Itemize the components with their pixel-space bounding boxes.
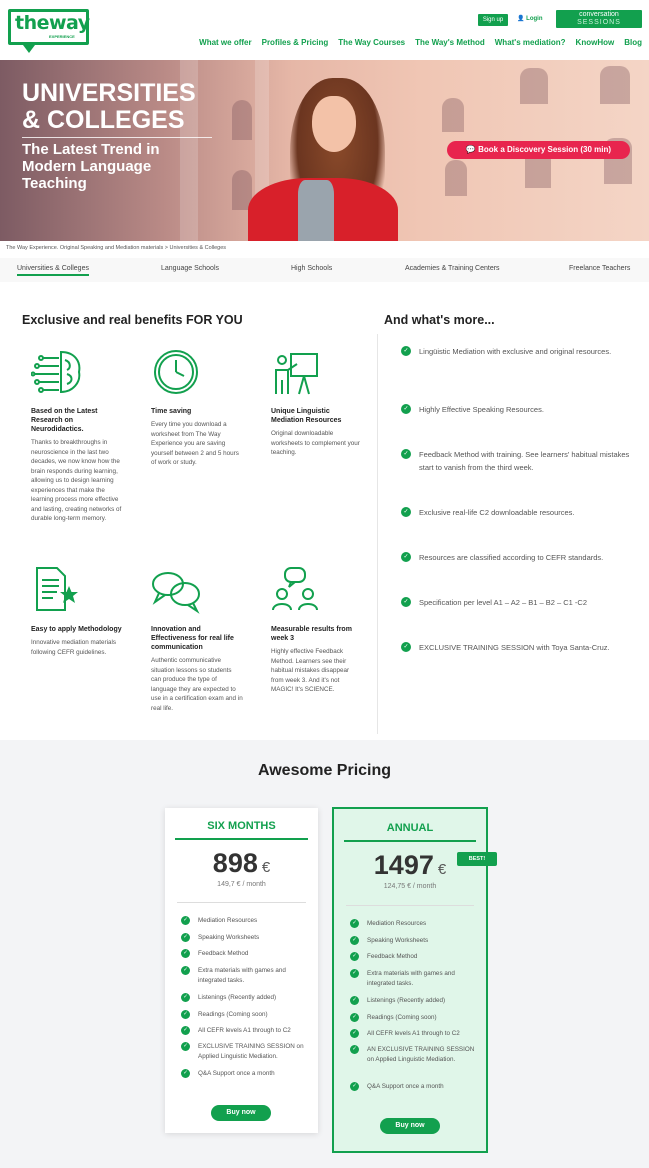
hero-photo-face [312,96,356,152]
more-list-item [401,552,636,565]
feature-text: Mediation Resources [367,920,427,927]
check-icon: ✓ [350,1029,359,1038]
check-icon: ✓ [401,404,411,414]
login-link[interactable] [517,15,542,22]
check-icon: ✓ [401,346,411,356]
feature-item [350,1082,475,1092]
more-item-text: Lingüistic Mediation with exclusive and original resources. [419,347,612,356]
check-icon: ✓ [181,916,190,925]
feature-item [350,1029,475,1039]
feature-item [350,919,475,929]
price-amount: 898 [212,848,258,878]
check-icon: ✓ [181,1069,190,1078]
teacher-board-icon [271,348,327,396]
benefit-title: Unique Linguistic Mediation Resources [271,408,342,424]
check-icon: ✓ [350,952,359,961]
more-item-text: Feedback Method with training. See learners' habitual mistakes start to vanish from the third week. [419,450,630,472]
plan-underline [175,838,308,840]
benefit-card [271,566,363,695]
nav-blog[interactable]: Blog [624,38,642,47]
login-label: Login [526,16,543,22]
feature-item [350,1045,475,1065]
breadcrumb[interactable]: The Way Experience. Original Speaking and Mediation materials > Universities & Colleges [6,245,227,251]
benefit-card [31,348,123,524]
feature-item [350,952,475,962]
plan-underline [344,840,476,842]
check-icon: ✓ [181,1026,190,1035]
check-icon: ✓ [401,507,411,517]
plan-price [165,848,318,879]
check-icon: ✓ [350,996,359,1005]
book-discovery-session-button[interactable] [447,141,630,159]
check-icon: ✓ [401,642,411,652]
more-item-text: Resources are classified according to CEFR standards. [419,553,604,562]
check-icon: ✓ [350,1045,359,1054]
tab-freelance-teachers[interactable]: Freelance Teachers [569,265,631,272]
feature-item [181,1010,306,1020]
benefit-desc: Every time you download a worksheet from The Way Experience you are saving yourself between 2 and 5 hours of work or study. [151,421,239,466]
site-header [0,0,649,60]
check-icon: ✓ [401,449,411,459]
column-divider [377,334,378,734]
feature-text: Extra materials with games and integrated tasks. [367,970,455,987]
check-icon: ✓ [350,1082,359,1091]
conversation-sessions-button[interactable] [556,10,642,28]
benefit-desc: Highly effective Feedback Method. Learners see their habitual mistakes disappear from week 3. And it's not MAGIC! It's SCIENCE. [271,648,350,693]
nav-the-way-courses[interactable]: The Way Courses [338,38,406,47]
more-list-item [401,404,636,417]
feature-item [181,966,306,986]
feature-text: Readings (Coming soon) [198,1011,268,1018]
hero-subtitle: The Latest Trend in Modern Language Teaching [22,141,160,192]
feature-text: Feedback Method [367,953,418,960]
sessions-label: SESSIONS [577,19,621,26]
feature-item [181,1069,306,1079]
benefit-card [151,566,243,713]
feature-text: Mediation Resources [198,917,258,924]
tab-language-schools[interactable]: Language Schools [161,265,219,272]
feature-item [181,1026,306,1036]
feature-text: All CEFR levels A1 through to C2 [367,1030,460,1037]
more-list-item [401,642,636,655]
feature-text: All CEFR levels A1 through to C2 [198,1027,291,1034]
feature-item [181,1042,306,1062]
document-star-icon [31,566,87,614]
hero-bg-window [445,160,467,196]
nav-what-we-offer[interactable]: What we offer [199,38,252,47]
hero-bg-window [442,98,464,132]
more-item-text: EXCLUSIVE TRAINING SESSION with Toya Santa-Cruz. [419,643,610,652]
check-icon: ✓ [181,966,190,975]
benefit-desc: Original downloadable worksheets to complement your teaching. [271,430,360,456]
feature-item [181,916,306,926]
feature-text: Speaking Worksheets [367,937,429,944]
check-icon: ✓ [350,969,359,978]
more-item-text: Highly Effective Speaking Resources. [419,405,544,414]
brain-circuit-icon [31,348,87,396]
feature-item [181,949,306,959]
best-badge: BEST! [457,852,497,866]
benefit-title: Time saving [151,408,192,415]
audience-tabs [0,258,649,282]
hero-title [22,80,196,134]
speech-bubbles-icon [151,566,207,614]
benefit-card [31,566,123,657]
logo-speech-tail [23,45,35,53]
feature-text: Extra materials with games and integrated tasks. [198,967,286,984]
feature-text: Listenings (Recently added) [367,997,446,1004]
hero-title-line1: UNIVERSITIES [22,79,196,107]
clock-icon [151,348,207,396]
feature-text: Q&A Support once a month [367,1083,444,1090]
feature-item [350,936,475,946]
benefit-desc: Thanks to breakthroughs in neuroscience in the last two decades, we now know how the brain responds during learning, allowing us to design learning experiences that make the learning process more effective and lasting, creating networks of durable long-term memory. [31,439,122,522]
more-list-item [401,346,636,359]
feature-item [350,1013,475,1023]
card-separator [177,902,306,903]
book-label: Book a Discovery Session (30 min) [478,145,612,154]
buy-now-button[interactable]: Buy now [380,1118,440,1134]
theway-logo[interactable] [8,9,89,45]
benefit-title: Based on the Latest Research on Neurodidactics. [31,408,98,433]
signup-button[interactable]: Sign up [478,14,508,26]
price-amount: 1497 [373,850,434,880]
benefits-title: Exclusive and real benefits FOR YOU [22,313,243,327]
check-icon: ✓ [181,1010,190,1019]
feature-text: AN EXCLUSIVE TRAINING SESSION on Applied Linguistic Mediation. [367,1046,475,1063]
benefit-title: Easy to apply Methodology [31,626,122,633]
hero-divider [22,137,212,138]
logo-word: theway [15,12,90,34]
benefit-desc: Authentic communicative situation lessons so students can produce the type of language they are expected to use in a certification exam and in real life. [151,657,243,712]
plan-name: ANNUAL [386,822,434,834]
main-nav [199,38,642,47]
more-list-item [401,449,636,474]
price-currency: € [261,859,271,876]
more-list-item [401,507,636,520]
card-separator [346,905,474,906]
check-icon: ✓ [350,919,359,928]
feature-text: Q&A Support once a month [198,1070,275,1077]
check-icon: ✓ [181,949,190,958]
check-icon: ✓ [350,1013,359,1022]
price-currency: € [437,861,447,878]
benefit-title: Measurable results from week 3 [271,626,352,642]
check-icon: ✓ [401,597,411,607]
check-icon: ✓ [181,1042,190,1051]
benefit-card [271,348,363,458]
check-icon: ✓ [181,993,190,1002]
pricing-title: Awesome Pricing [257,762,392,779]
hero-title-line2: & COLLEGES [22,106,185,134]
conversation-label: conversation [579,11,619,18]
more-list-item [401,597,636,610]
benefit-card [151,348,243,468]
hero-photo-shirt [298,180,334,241]
more-item-text: Specification per level A1 – A2 – B1 – B2 – C1 -C2 [419,598,588,607]
check-icon: ✓ [401,552,411,562]
feature-text: EXCLUSIVE TRAINING SESSION on Applied Linguistic Mediation. [198,1043,304,1060]
price-per-month: 124,75 € / month [383,883,437,890]
price-per-month: 149,7 € / month [217,881,266,888]
user-icon: 👤 [517,16,525,22]
feature-item [350,969,475,989]
feature-item [181,933,306,943]
tab-high-schools[interactable]: High Schools [291,265,333,272]
nav-profiles-pricing[interactable]: Profiles & Pricing [261,38,329,47]
feature-text: Readings (Coming soon) [367,1014,437,1021]
hero-bg-window [520,68,548,104]
buy-now-button[interactable]: Buy now [211,1105,271,1121]
nav-the-ways-method[interactable]: The Way's Method [415,38,485,47]
benefit-desc: Innovative mediation materials following CEFR guidelines. [31,639,117,656]
tab-universities-colleges[interactable]: Universities & Colleges [17,265,89,276]
more-title: And what's more... [384,313,495,327]
more-item-text: Exclusive real-life C2 downloadable resources. [419,508,575,517]
chat-icon: 💬 [465,145,476,154]
check-icon: ✓ [350,936,359,945]
nav-knowhow[interactable]: KnowHow [575,38,615,47]
nav-whats-mediation[interactable]: What's mediation? [494,38,566,47]
people-chat-icon [271,566,327,614]
feature-text: Speaking Worksheets [198,934,260,941]
feature-text: Feedback Method [198,950,249,957]
check-icon: ✓ [181,933,190,942]
pricing-section [0,740,649,1168]
plan-name: SIX MONTHS [207,820,276,832]
feature-item [350,996,475,1006]
pricing-card-six-months [165,808,318,1133]
hero-bg-window [600,66,630,104]
hero-bg-window [232,100,252,140]
tab-academies-training[interactable]: Academies & Training Centers [405,265,500,272]
feature-text: Listenings (Recently added) [198,994,277,1001]
feature-item [181,993,306,1003]
benefit-title: Innovation and Effectiveness for real life communication [151,626,234,651]
logo-sub: EXPERIENCE [49,34,75,39]
